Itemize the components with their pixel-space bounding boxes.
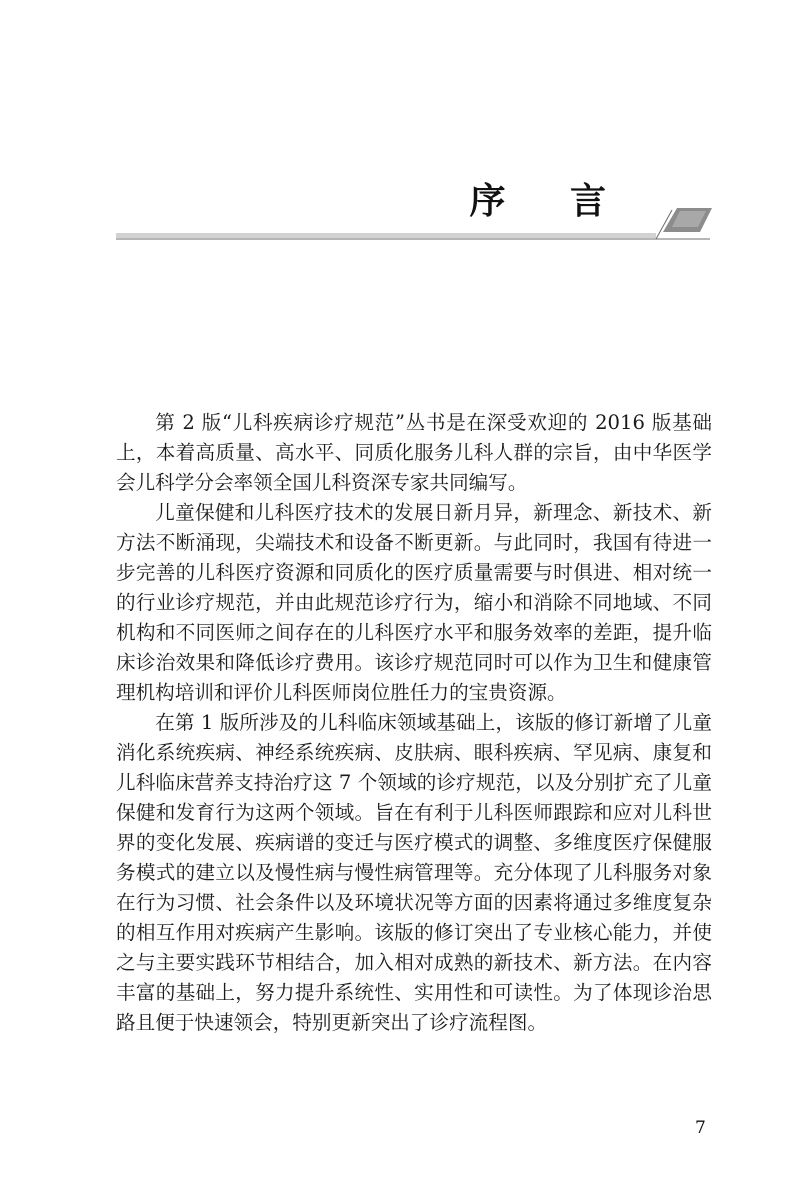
paragraph: 第 2 版“儿科疾病诊疗规范”丛书是在深受欢迎的 2016 版基础上，本着高质量、高水平、同质化服务儿科人群的宗旨，由中华医学会儿科学分会率领全国儿科资深专家共同编写。 xyxy=(116,411,712,494)
preface-body xyxy=(116,408,712,1038)
header-rule-band xyxy=(116,233,656,238)
page-title: 序 言 xyxy=(469,180,632,222)
paragraph: 儿童保健和儿科医疗技术的发展日新月异，新理念、新技术、新方法不断涌现，尖端技术和设备不断更新。与此同时，我国有待进一步完善的儿科医疗资源和同质化的医疗质量需要与时俱进、相对统一的行业诊疗规范，并由此规范诊疗行为，缩小和消除不同地域、不同机构和不同医师之间存在的儿科医疗水平和服务效率的差距，提升临床诊治效果和降低诊疗费用。该诊疗规范同时可以作为卫生和健康管理机构培训和评价儿科医师岗位胜任力的宝贵资源。 xyxy=(116,501,712,704)
page-number: 7 xyxy=(695,1118,706,1138)
chapter-header xyxy=(0,0,800,260)
paragraph: 在第 1 版所涉及的儿科临床领域基础上，该版的修订新增了儿童消化系统疾病、神经系统疾病、皮肤病、眼科疾病、罕见病、康复和儿科临床营养支持治疗这 7 个领域的诊疗规范，以及分别扩充了儿童保健和发育行为这两个领域。旨在有利于儿科医师跟踪和应对儿科世界的变化发展、疾病谱的变迁与医疗模式的调整、多维度医疗保健服务模式的建立以及慢性病与慢性病管理等。充分体现了儿科服务对象在行为习惯、社会条件以及环境状况等方面的因素将通过多维度复杂的相互作用对疾病产生影响。该版的修订突出了专业核心能力，并使之与主要实践环节相结合，加入相对成熟的新技术、新方法。在内容丰富的基础上，努力提升系统性、实用性和可读性。为了体现诊治思路且便于快速领会，特别更新突出了诊疗流程图。 xyxy=(116,711,712,1034)
header-rule-graphic xyxy=(0,0,800,260)
